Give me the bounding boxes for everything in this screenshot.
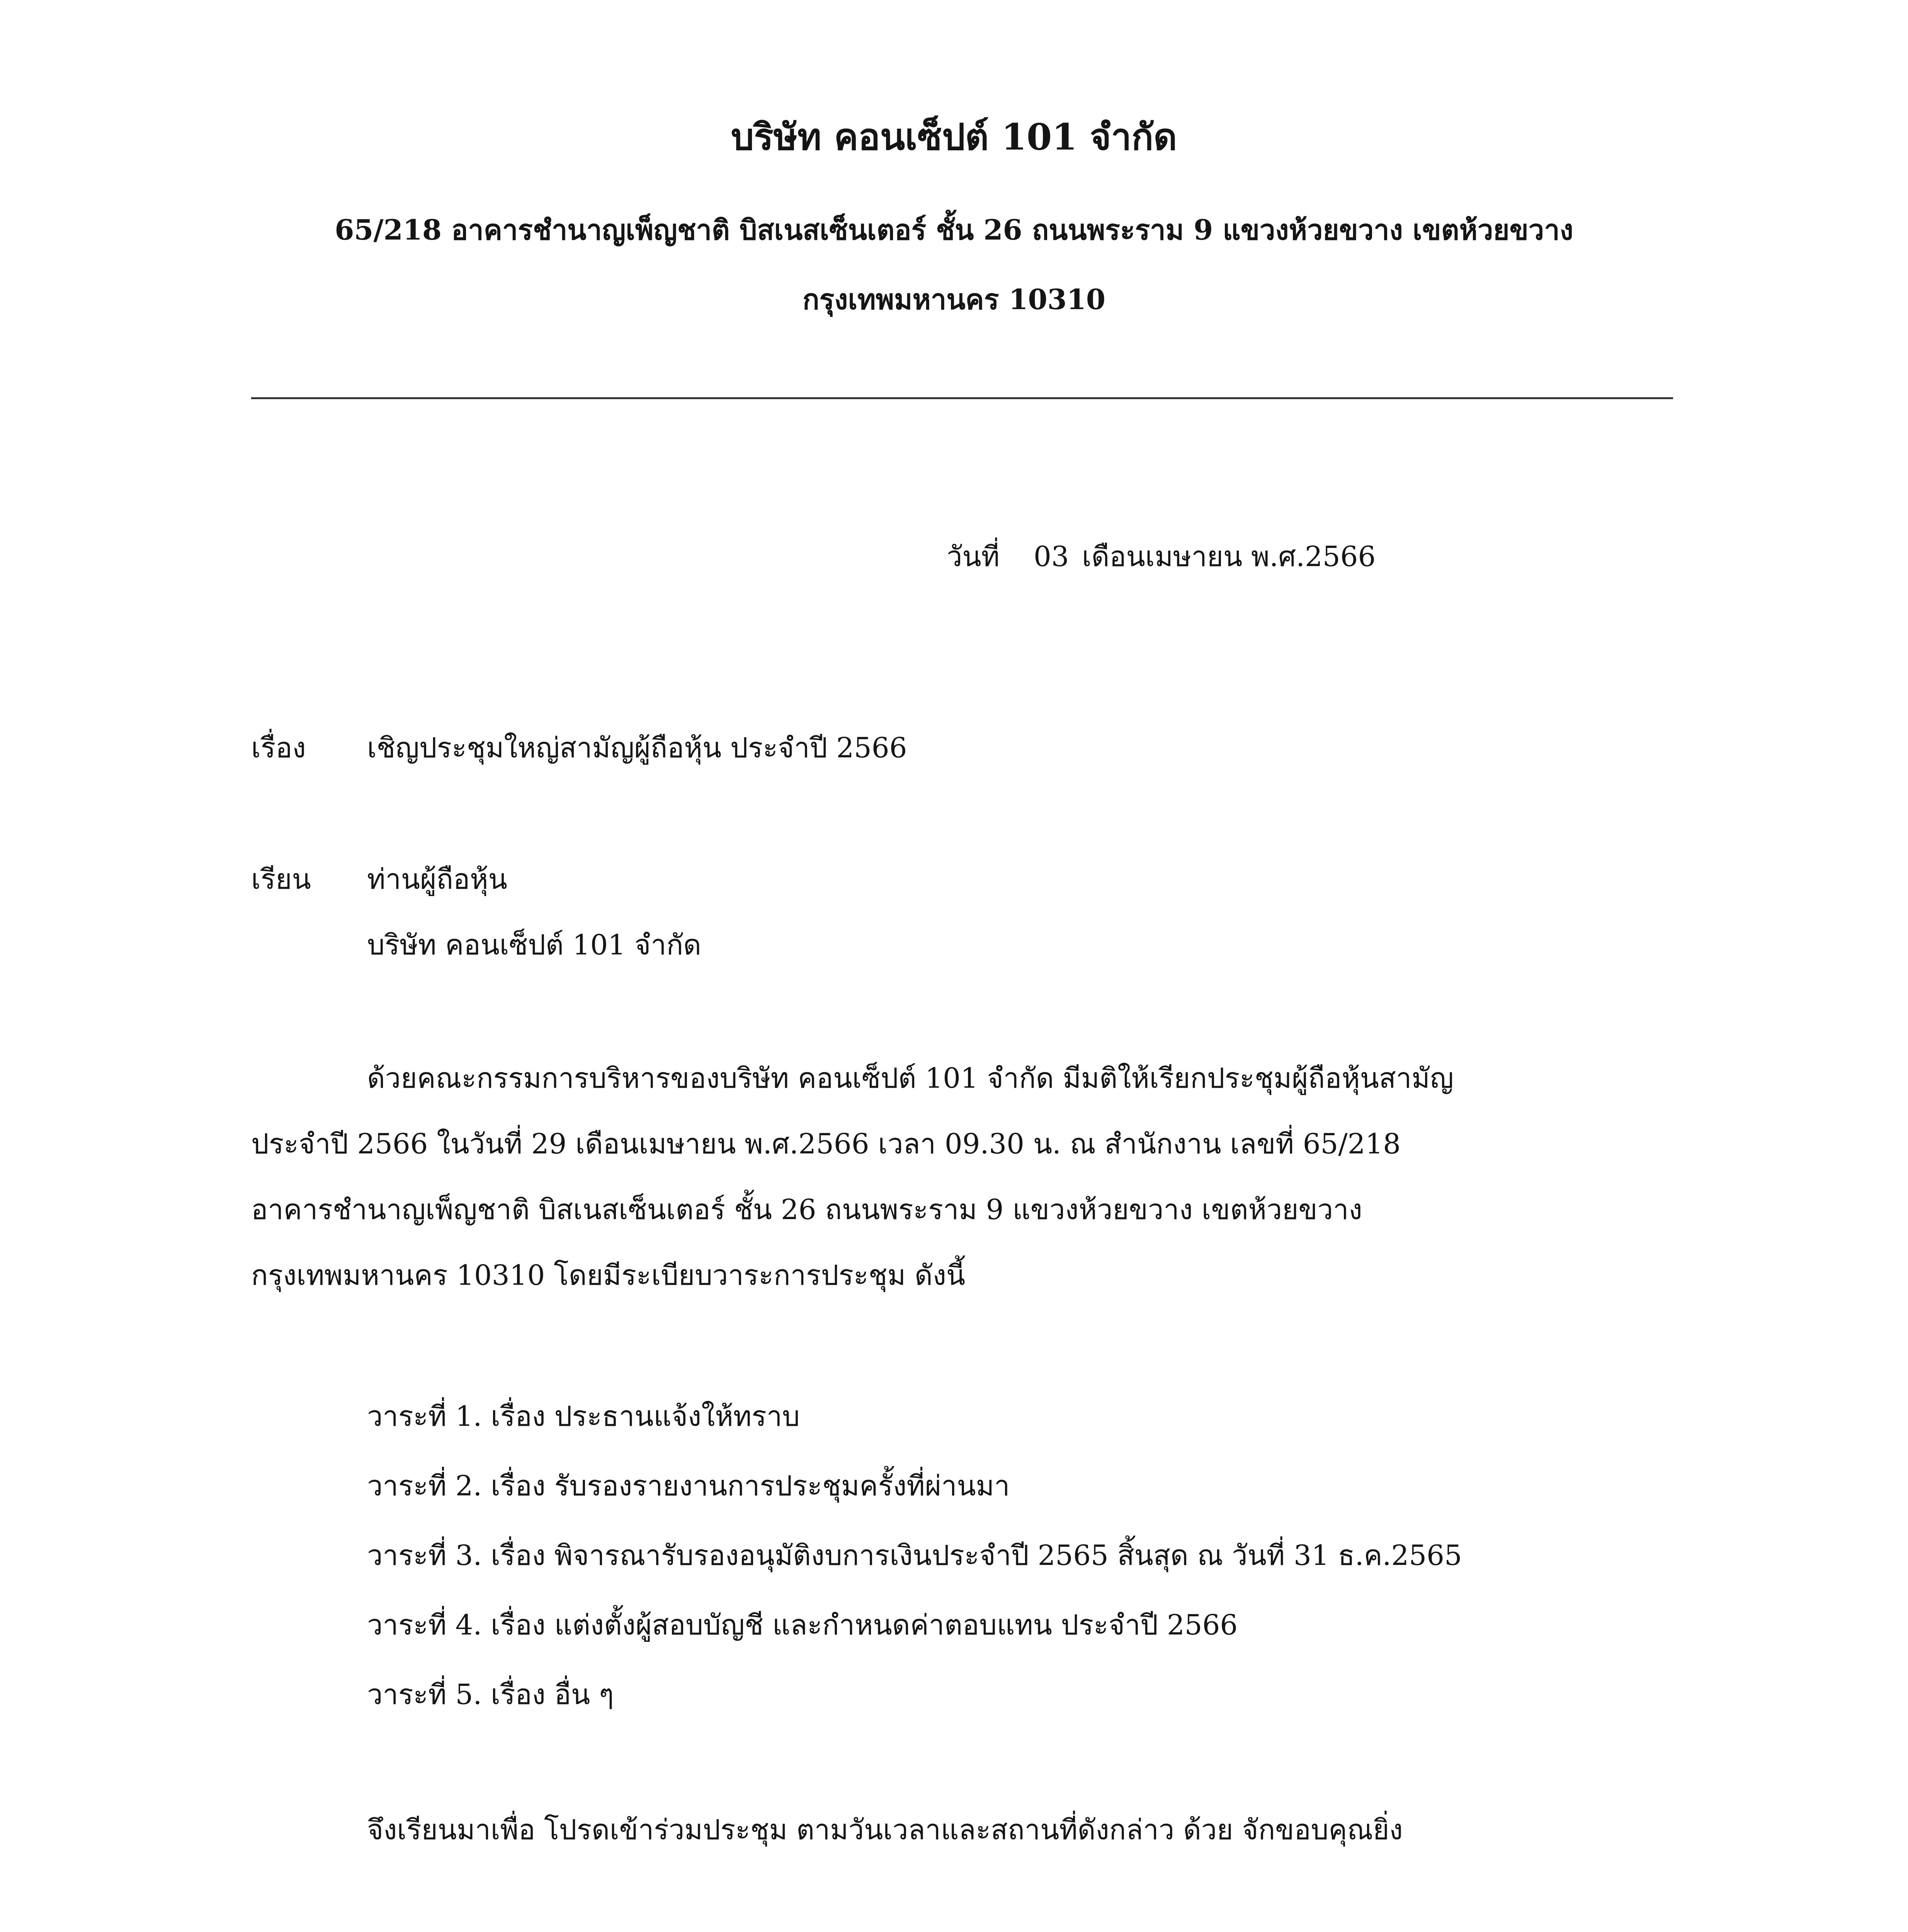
subject-label: เรื่อง	[251, 731, 306, 764]
body-line-3: อาคารชำนาญเพ็ญชาติ บิสเนสเซ็นเตอร์ ชั้น 26 ถนนพระราม 9 แขวงห้วยขวาง เขตห้วยขวาง	[251, 1193, 1362, 1226]
recipient-line-2: บริษัท คอนเซ็ปต์ 101 จำกัด	[367, 929, 701, 961]
recipient-line-1: ท่านผู้ถือหุ้น	[367, 863, 507, 895]
header-divider	[251, 397, 1673, 399]
closing-text: จึงเรียนมาเพื่อ โปรดเข้าร่วมประชุม ตามวันเวลาและสถานที่ดังกล่าว ด้วย จักขอบคุณยิ่ง	[367, 1813, 1403, 1846]
recipient-label: เรียน	[251, 863, 311, 895]
body-line-4: กรุงเทพมหานคร 10310 โดยมีระเบียบวาระการประชุม ดังนี้	[251, 1259, 966, 1291]
agenda-item-4: วาระที่ 4. เรื่อง แต่งตั้งผู้สอบบัญชี และกำหนดค่าตอบแทน ประจำปี 2566	[367, 1609, 1238, 1641]
agenda-item-1: วาระที่ 1. เรื่อง ประธานแจ้งให้ทราบ	[367, 1400, 800, 1432]
body-line-1: ด้วยคณะกรรมการบริหารของบริษัท คอนเซ็ปต์ 101 จำกัด มีมติให้เรียกประชุมผู้ถือหุ้นสามัญ	[367, 1062, 1454, 1094]
body-line-2: ประจำปี 2566 ในวันที่ 29 เดือนเมษายน พ.ศ.2566 เวลา 09.30 น. ณ สำนักงาน เลขที่ 65/218	[251, 1128, 1401, 1160]
agenda-item-3: วาระที่ 3. เรื่อง พิจารณารับรองอนุมัติงบการเงินประจำปี 2565 สิ้นสุด ณ วันที่ 31 ธ.ค.2565	[367, 1539, 1462, 1571]
agenda-item-2: วาระที่ 2. เรื่อง รับรองรายงานการประชุมครั้งที่ผ่านมา	[367, 1469, 1010, 1502]
company-address-line-1: 65/218 อาคารชำนาญเพ็ญชาติ บิสเนสเซ็นเตอร์ ชั้น 26 ถนนพระราม 9 แขวงห้วยขวาง เขตห้วยขวาง	[335, 213, 1573, 246]
agenda-item-5: วาระที่ 5. เรื่อง อื่น ๆ	[367, 1678, 614, 1711]
company-address-line-2: กรุงเทพมหานคร 10310	[803, 283, 1105, 316]
date-month-year: เดือนเมษายน พ.ศ.2566	[1082, 540, 1376, 573]
company-name: บริษัท คอนเซ็ปต์ 101 จำกัด	[731, 116, 1177, 158]
date-label: วันที่	[947, 540, 1000, 573]
subject-text: เชิญประชุมใหญ่สามัญผู้ถือหุ้น ประจำปี 2566	[367, 731, 907, 764]
date-day: 03	[1034, 540, 1069, 573]
